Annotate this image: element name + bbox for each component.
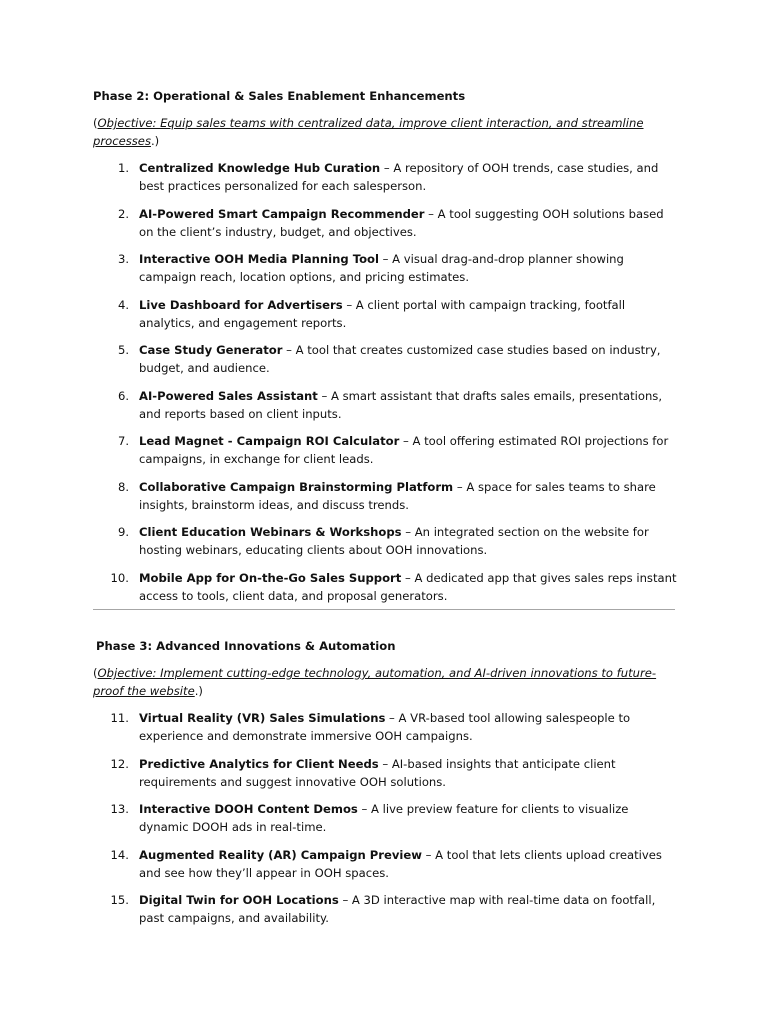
list-item-title: Predictive Analytics for Client Needs	[139, 756, 379, 771]
list-item-number: 9.	[117, 525, 129, 539]
phase2-list	[0, 159, 677, 614]
list-item-number: 13.	[110, 802, 129, 816]
list-item-title: Live Dashboard for Advertisers	[139, 297, 343, 312]
list-item-title: Mobile App for On-the-Go Sales Support	[139, 570, 402, 585]
list-item-title: Digital Twin for OOH Locations	[139, 893, 339, 907]
list-item	[0, 523, 677, 559]
list-item-title: AI-Powered Sales Assistant	[139, 388, 318, 403]
list-item	[0, 296, 677, 332]
list-item-description: – A visual drag-and-drop planner showing campaign reach, location options, and pricing estimates.	[139, 252, 624, 284]
list-item-number: 11.	[110, 711, 129, 725]
list-item	[0, 846, 677, 882]
list-item	[0, 569, 677, 605]
list-item-title: Interactive DOOH Content Demos	[139, 802, 358, 816]
list-item	[0, 341, 677, 377]
list-item-title: Augmented Reality (AR) Campaign Preview	[139, 847, 422, 862]
phase3-objective: (Objective: Implement cutting-edge technology, automation, and AI-driven innovations to future-proof the website.)	[93, 666, 657, 698]
list-item-number: 1.	[117, 161, 129, 175]
list-item-number: 14.	[110, 847, 129, 862]
list-item-description: – A 3D interactive map with real-time data on footfall, past campaigns, and availability.	[139, 893, 656, 925]
list-item	[0, 159, 677, 195]
phase2-objective: (Objective: Equip sales teams with centralized data, improve client interaction, and streamline processes.)	[93, 116, 644, 148]
list-item-description: – A smart assistant that drafts sales emails, presentations, and reports based on client inputs.	[139, 388, 663, 421]
list-item-title: Virtual Reality (VR) Sales Simulations	[139, 711, 386, 725]
list-item-number: 3.	[117, 252, 129, 266]
section-divider	[93, 609, 675, 610]
list-item-title: Lead Magnet - Campaign ROI Calculator	[139, 434, 400, 448]
list-item-description: – A repository of OOH trends, case studies, and best practices personalized for each salesperson.	[139, 161, 659, 193]
list-item-title: Interactive OOH Media Planning Tool	[139, 252, 379, 266]
list-item-title: Case Study Generator	[139, 343, 283, 357]
list-item-description: – A tool that creates customized case studies based on industry, budget, and audience.	[139, 343, 661, 375]
list-item-description: – A dedicated app that gives sales reps instant access to tools, client data, and proposal generators.	[139, 570, 677, 603]
list-item-number: 7.	[117, 434, 129, 448]
list-item-number: 12.	[110, 756, 129, 771]
list-item	[0, 432, 677, 468]
phase2-objective-text: Objective: Equip sales teams with centralized data, improve client interaction, and streamline processes	[93, 116, 644, 148]
list-item-number: 4.	[117, 297, 129, 312]
list-item	[0, 891, 677, 927]
list-item-title: Collaborative Campaign Brainstorming Platform	[139, 479, 454, 494]
list-item	[0, 478, 677, 514]
list-item	[0, 709, 677, 745]
list-item-title: AI-Powered Smart Campaign Recommender	[139, 206, 425, 221]
list-item-title: Client Education Webinars & Workshops	[139, 525, 402, 539]
list-item-number: 10.	[110, 570, 129, 585]
list-item	[0, 205, 677, 241]
phase2-title: Phase 2: Operational & Sales Enablement Enhancements	[93, 89, 466, 103]
phase3-title: Phase 3: Advanced Innovations & Automation	[96, 639, 396, 653]
list-item	[0, 387, 677, 423]
list-item-number: 8.	[117, 479, 129, 494]
list-item-description: – A live preview feature for clients to visualize dynamic DOOH ads in real-time.	[139, 802, 629, 834]
list-item	[0, 755, 677, 791]
list-item-number: 15.	[110, 893, 129, 907]
list-item-description: – A client portal with campaign tracking, footfall analytics, and engagement reports.	[139, 297, 626, 330]
phase3-list	[0, 709, 677, 937]
list-item-description: – An integrated section on the website for hosting webinars, educating clients about OOH innovations.	[139, 525, 649, 557]
list-item	[0, 250, 677, 286]
phase3-objective-text: Objective: Implement cutting-edge technology, automation, and AI-driven innovations to future-proof the website	[93, 666, 657, 698]
list-item	[0, 800, 677, 836]
list-item-number: 2.	[117, 206, 129, 221]
list-item-title: Centralized Knowledge Hub Curation	[139, 161, 381, 175]
list-item-number: 5.	[117, 343, 129, 357]
list-item-number: 6.	[117, 388, 129, 403]
list-item-description: – A tool offering estimated ROI projections for campaigns, in exchange for client leads.	[139, 434, 669, 466]
list-item-description: – A tool suggesting OOH solutions based on the client’s industry, budget, and objectives.	[139, 206, 664, 239]
list-item-description: – A space for sales teams to share insights, brainstorm ideas, and discuss trends.	[139, 479, 656, 512]
list-item-description: – A tool that lets clients upload creatives and see how they’ll appear in OOH spaces.	[139, 847, 662, 880]
list-item-description: – A VR-based tool allowing salespeople to experience and demonstrate immersive OOH campaigns.	[139, 711, 631, 743]
list-item-description: – AI-based insights that anticipate client requirements and suggest innovative OOH solutions.	[139, 756, 616, 789]
